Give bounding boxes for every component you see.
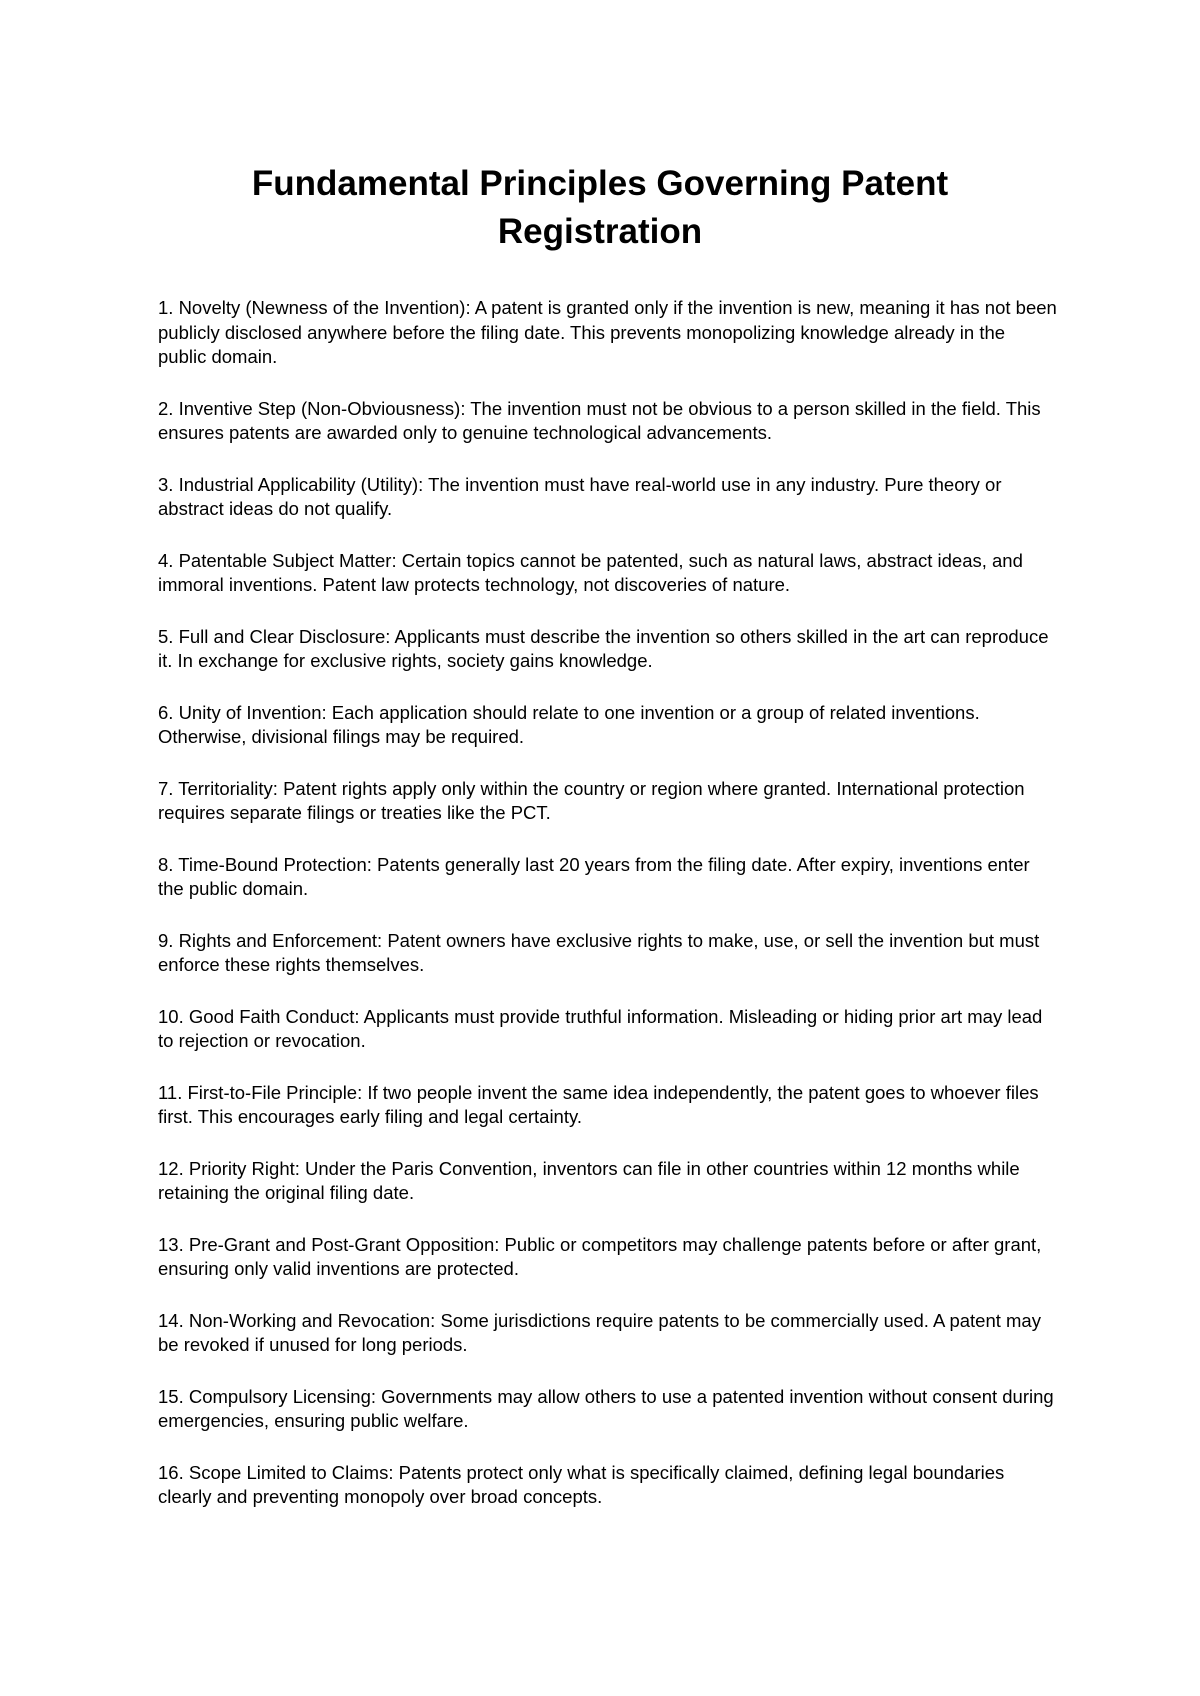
principle-item: 5. Full and Clear Disclosure: Applicants must describe the invention so others skilled in the art can reproduce it. In exchange for exclusive rights, society gains knowledge. xyxy=(158,625,1049,671)
principle-item: 7. Territoriality: Patent rights apply only within the country or region where granted. International protection requires separate filings or treaties like the PCT. xyxy=(158,777,1025,823)
principle-item: 4. Patentable Subject Matter: Certain topics cannot be patented, such as natural laws, abstract ideas, and immoral inventions. Patent law protects technology, not discoveries of nature. xyxy=(158,549,1023,595)
principle-item: 10. Good Faith Conduct: Applicants must provide truthful information. Misleading or hiding prior art may lead to rejection or revocation. xyxy=(158,1005,1043,1051)
document-title: Fundamental Principles Governing Patent Registration xyxy=(251,164,949,251)
principle-item: 2. Inventive Step (Non-Obviousness): The invention must not be obvious to a person skilled in the field. This ensures patents are awarded only to genuine technological advancements. xyxy=(158,397,1041,443)
principle-item: 13. Pre-Grant and Post-Grant Opposition: Public or competitors may challenge patents before or after grant, ensuring only valid inventions are protected. xyxy=(158,1233,1042,1279)
principle-item: 9. Rights and Enforcement: Patent owners have exclusive rights to make, use, or sell the invention but must enforce these rights themselves. xyxy=(158,929,1040,975)
principle-item: 16. Scope Limited to Claims: Patents protect only what is specifically claimed, defining legal boundaries clearly and preventing monopoly over broad concepts. xyxy=(158,1461,1005,1507)
principle-item: 15. Compulsory Licensing: Governments may allow others to use a patented invention without consent during emergencies, ensuring public welfare. xyxy=(158,1385,1054,1431)
principle-item: 12. Priority Right: Under the Paris Convention, inventors can file in other countries within 12 months while retaining the original filing date. xyxy=(158,1157,1020,1203)
principle-item: 14. Non-Working and Revocation: Some jurisdictions require patents to be commercially used. A patent may be revoked if unused for long periods. xyxy=(158,1309,1041,1355)
principle-item: 8. Time-Bound Protection: Patents generally last 20 years from the filing date. After expiry, inventions enter the public domain. xyxy=(158,853,1030,899)
principle-item: 1. Novelty (Newness of the Invention): A patent is granted only if the invention is new, meaning it has not been publicly disclosed anywhere before the filing date. This prevents monopolizing knowledge already in the public domain. xyxy=(158,297,1057,367)
principle-item: 11. First-to-File Principle: If two people invent the same idea independently, the patent goes to whoever files first. This encourages early filing and legal certainty. xyxy=(158,1081,1039,1127)
principle-item: 3. Industrial Applicability (Utility): The invention must have real-world use in any industry. Pure theory or abstract ideas do not qualify. xyxy=(158,473,1002,519)
principles-list xyxy=(158,296,1058,1537)
principle-item: 6. Unity of Invention: Each application should relate to one invention or a group of related inventions. Otherwise, divisional filings may be required. xyxy=(158,701,980,747)
